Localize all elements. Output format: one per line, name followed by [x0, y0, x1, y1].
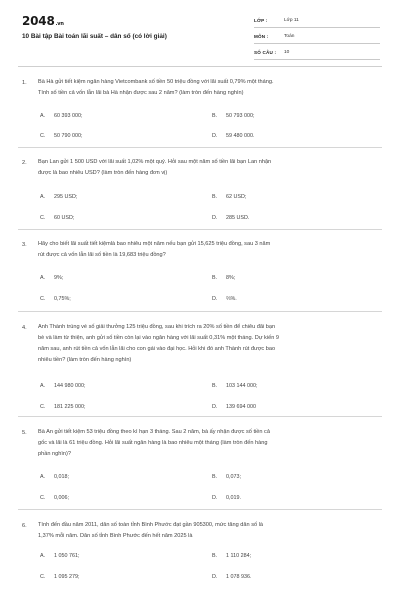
- option-letter: D.: [212, 495, 218, 501]
- option-a[interactable]: [40, 113, 82, 119]
- question-line: 1,37% mỗi năm. Dân số tỉnh Bình Phước đến hết năm 2025 là: [38, 533, 193, 539]
- question-line: Bà Hà gửi tiết kiệm ngân hàng Vietcombank số tiền 50 triệu đồng với lãi suất 0,79% một tháng.: [38, 79, 274, 85]
- question-line: gốc và lãi là 61 triệu đồng. Hỏi lãi suất ngân hàng là bao nhiêu một tháng (làm tròn đến hàng: [38, 440, 268, 446]
- question-text: [38, 157, 378, 179]
- option-text: 8%;: [226, 275, 236, 281]
- option-letter: B.: [212, 553, 218, 559]
- option-text: 1 110 284;: [226, 553, 252, 559]
- option-letter: B.: [212, 275, 218, 281]
- option-text: 59 480 000.: [226, 133, 255, 139]
- question-number: 2.: [22, 160, 27, 166]
- option-letter: A.: [40, 194, 46, 200]
- option-text: 285 USD.: [226, 215, 250, 221]
- option-letter: A.: [40, 553, 46, 559]
- question-number: 1.: [22, 80, 27, 86]
- meta-label: MÔN :: [254, 34, 269, 39]
- option-d[interactable]: [212, 495, 241, 501]
- option-letter: D.: [212, 574, 218, 580]
- question-separator: [18, 229, 382, 230]
- option-c[interactable]: [40, 215, 74, 221]
- option-text: 295 USD;: [54, 194, 78, 200]
- option-text: 0,75%;: [54, 296, 71, 302]
- option-letter: D.: [212, 404, 218, 410]
- question-number: 6.: [22, 523, 27, 529]
- option-text: 0,019.: [226, 495, 241, 501]
- header-divider: [18, 66, 382, 67]
- option-text: 0,073;: [226, 474, 241, 480]
- option-b[interactable]: [212, 553, 251, 559]
- option-letter: B.: [212, 383, 218, 389]
- option-c[interactable]: [40, 133, 82, 139]
- meta-row-subject: [254, 31, 380, 44]
- question-line: Hãy cho biết lãi suất tiết kiệmlà bao nhiêu một năm nếu bạn gửi 15,625 triệu đồng, sau 3 năm: [38, 241, 271, 247]
- option-text: 0,018;: [54, 474, 69, 480]
- option-d[interactable]: [212, 215, 249, 221]
- meta-label: LỚP :: [254, 18, 268, 23]
- question-separator: [18, 509, 382, 510]
- option-text: 1 095 279;: [54, 574, 80, 580]
- question-line: Bạn Lan gửi 1 500 USD với lãi suất 1,02% một quý. Hỏi sau một năm số tiền lãi bạn Lan nhận: [38, 159, 272, 165]
- question-separator: [18, 416, 382, 417]
- meta-row-count: [254, 47, 380, 60]
- option-d[interactable]: [212, 404, 256, 410]
- option-letter: C.: [40, 574, 46, 580]
- meta-table: [254, 15, 380, 63]
- logo-text: 2048: [22, 14, 55, 28]
- question-line: Anh Thành trúng vé số giải thưởng 125 triệu đồng, sau khi trích ra 20% số tiền để chiêu đãi bạn: [38, 324, 276, 330]
- option-c[interactable]: [40, 495, 69, 501]
- question-line: Bà An gửi tiết kiệm 53 triệu đồng theo kì hạn 3 tháng. Sau 2 năm, bà ấy nhận được số tiền cả: [38, 429, 270, 435]
- question-text: [38, 427, 378, 460]
- option-letter: C.: [40, 215, 46, 221]
- option-letter: B.: [212, 194, 218, 200]
- option-letter: D.: [212, 215, 218, 221]
- site-logo[interactable]: [22, 14, 64, 28]
- option-text: 50 790 000;: [54, 133, 83, 139]
- option-letter: D.: [212, 133, 218, 139]
- question-line: nhiêu tiền? (làm tròn đến hàng nghìn): [38, 357, 132, 363]
- question-text: [38, 239, 378, 261]
- logo-suffix: .vn: [55, 21, 64, 27]
- option-text: 103 144 000;: [226, 383, 258, 389]
- option-letter: D.: [212, 296, 218, 302]
- option-text: 60 USD;: [54, 215, 75, 221]
- question-line: được là bao nhiêu USD? (làm tròn đến hàng đơn vị): [38, 170, 168, 176]
- question-number: 5.: [22, 430, 27, 436]
- option-a[interactable]: [40, 275, 63, 281]
- option-letter: C.: [40, 133, 46, 139]
- option-text: 9%;: [54, 275, 64, 281]
- option-letter: A.: [40, 383, 46, 389]
- option-letter: A.: [40, 474, 46, 480]
- option-c[interactable]: [40, 404, 85, 410]
- meta-value: 10: [284, 50, 290, 55]
- question-text: [38, 520, 378, 542]
- question-line: Tính đến đầu năm 2011, dân số toàn tỉnh Bình Phước đạt gần 905300, mức tăng dân số là: [38, 522, 264, 528]
- option-text: 1 050 761;: [54, 553, 80, 559]
- option-letter: A.: [40, 113, 46, 119]
- question-line: bè và làm từ thiện, anh gửi số tiền còn lại vào ngân hàng với lãi suất 0,31% một tháng. Dự kiến 9: [38, 335, 279, 341]
- option-text: 0,006;: [54, 495, 69, 501]
- option-a[interactable]: [40, 194, 77, 200]
- document-title: 10 Bài tập Bài toán lãi suất – dân số (có lời giải): [22, 33, 167, 40]
- option-d[interactable]: [212, 574, 251, 580]
- meta-label: SỐ CÂU :: [254, 50, 277, 55]
- question-line: rút được cả vốn lẫn lãi số tiền là 19,683 triệu đồng?: [38, 252, 166, 258]
- option-b[interactable]: [212, 383, 257, 389]
- question-separator: [18, 147, 382, 148]
- option-c[interactable]: [40, 296, 71, 302]
- question-line: Tính số tiền cả vốn lẫn lãi bà Hà nhận được sau 2 năm? (làm tròn đến hàng nghìn): [38, 90, 244, 96]
- question-separator: [18, 311, 382, 312]
- option-text: 144 980 000;: [54, 383, 86, 389]
- option-d[interactable]: [212, 296, 237, 302]
- question-line: năm sau, anh rút tiền cả vốn lẫn lãi cho con gái vào đại học. Hỏi khi đó anh Thành rút được bao: [38, 346, 276, 352]
- option-letter: B.: [212, 474, 218, 480]
- option-c[interactable]: [40, 574, 79, 580]
- question-line: phần nghìn)?: [38, 451, 71, 457]
- option-text: 1 078 936.: [226, 574, 252, 580]
- question-number: 4.: [22, 325, 27, 331]
- option-a[interactable]: [40, 474, 69, 480]
- meta-value: Lớp 11: [284, 18, 299, 23]
- option-text: ⅔%.: [226, 296, 237, 302]
- question-text: [38, 77, 378, 99]
- option-text: 139 694 000: [226, 404, 256, 410]
- option-text: 50 793 000;: [226, 113, 255, 119]
- option-a[interactable]: [40, 553, 79, 559]
- meta-row-class: [254, 15, 380, 28]
- option-d[interactable]: [212, 133, 254, 139]
- option-letter: C.: [40, 495, 46, 501]
- option-text: 60 393 000;: [54, 113, 83, 119]
- document-header: [0, 0, 400, 70]
- option-letter: A.: [40, 275, 46, 281]
- option-a[interactable]: [40, 383, 85, 389]
- meta-value: Toán: [284, 34, 295, 39]
- option-text: 62 USD;: [226, 194, 247, 200]
- option-letter: C.: [40, 296, 46, 302]
- option-b[interactable]: [212, 194, 246, 200]
- option-b[interactable]: [212, 474, 241, 480]
- option-b[interactable]: [212, 113, 254, 119]
- option-letter: B.: [212, 113, 218, 119]
- option-letter: C.: [40, 404, 46, 410]
- option-text: 181 225 000;: [54, 404, 86, 410]
- option-b[interactable]: [212, 275, 235, 281]
- question-text: [38, 322, 378, 366]
- question-number: 3.: [22, 242, 27, 248]
